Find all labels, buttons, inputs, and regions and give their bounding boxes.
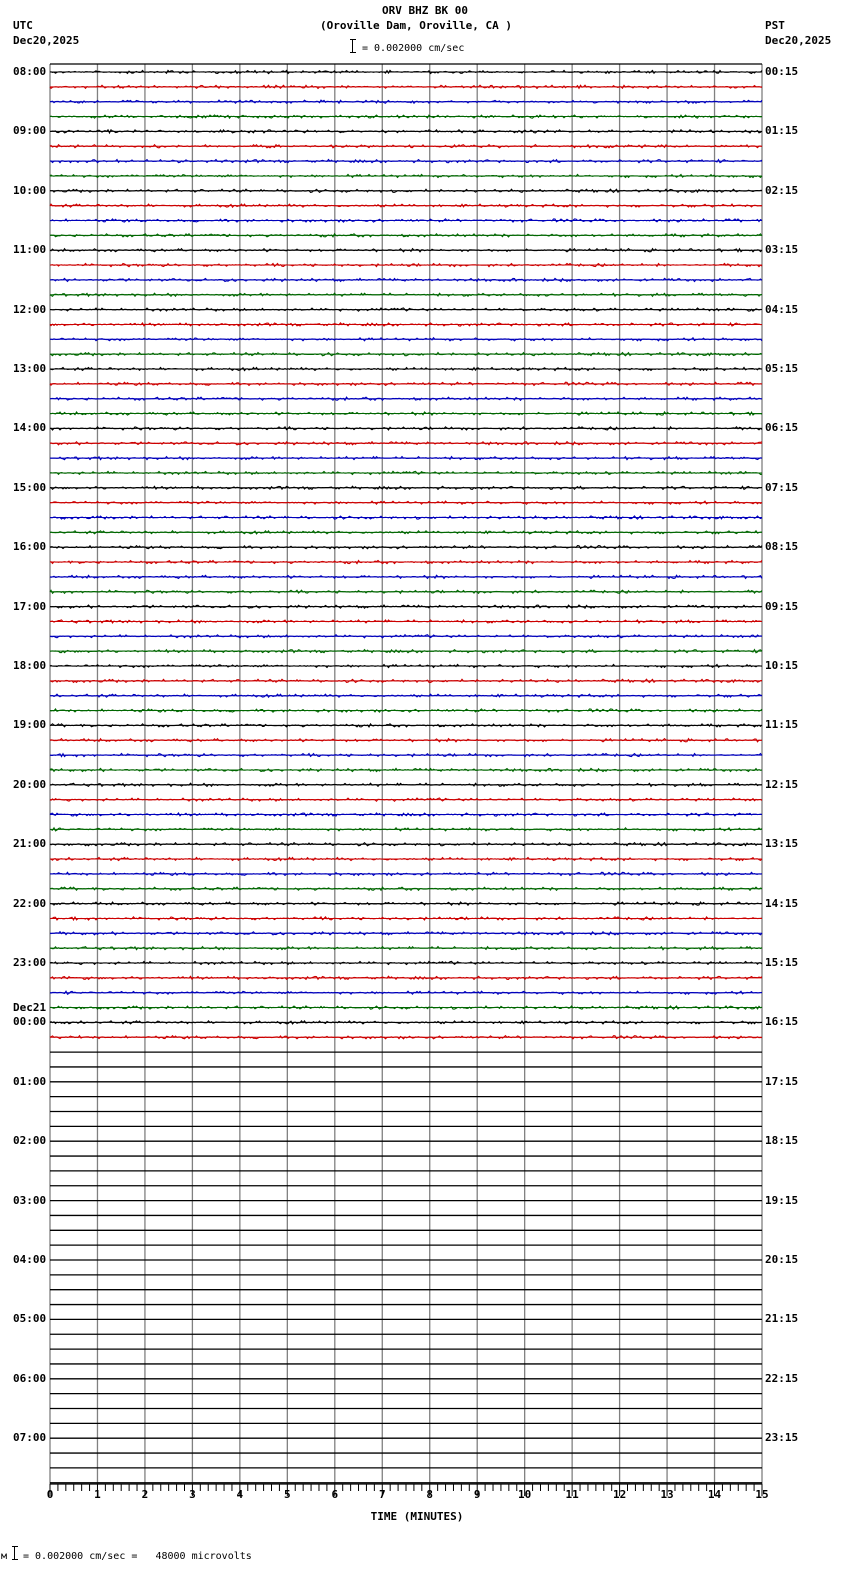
left-timezone: UTC	[13, 19, 33, 32]
utc-hour-label: 16:00	[13, 540, 47, 554]
seismic-trace	[50, 219, 762, 222]
utc-hour-label: 12:00	[13, 302, 47, 316]
pst-hour-label: 14:15	[765, 896, 799, 910]
x-tick-label: 1	[94, 1488, 101, 1501]
pst-hour-label: 07:15	[765, 480, 799, 494]
utc-hour-label: 07:00	[13, 1431, 47, 1445]
pst-hour-label: 02:15	[765, 183, 799, 197]
x-tick-label: 8	[426, 1488, 434, 1501]
x-tick-label: 6	[331, 1488, 339, 1501]
seismic-trace	[50, 783, 762, 786]
utc-hour-label: 11:00	[13, 243, 47, 257]
pst-hour-label: 20:15	[765, 1253, 799, 1266]
x-tick-label: 7	[378, 1488, 386, 1501]
seismic-trace	[50, 160, 762, 163]
pst-hour-label: 16:15	[765, 1015, 799, 1029]
x-tick-label: 9	[473, 1488, 481, 1501]
pst-hour-label: 23:15	[765, 1431, 799, 1445]
utc-hour-label: 19:00	[13, 718, 47, 732]
seismic-trace	[50, 709, 762, 712]
utc-hour-label: 06:00	[13, 1371, 47, 1385]
x-tick-label: 5	[284, 1488, 291, 1501]
pst-hour-label: 18:15	[765, 1134, 799, 1148]
utc-hour-label: 09:00	[13, 124, 47, 138]
utc-hour-label: 15:00	[13, 480, 47, 494]
x-tick-label: 2	[141, 1488, 149, 1501]
seismic-trace	[50, 605, 762, 608]
utc-hour-label: 20:00	[13, 777, 47, 791]
pst-hour-label: 04:15	[765, 302, 799, 316]
seismic-trace	[50, 100, 762, 103]
x-tick-label: 14	[707, 1488, 722, 1501]
utc-hour-label: 00:00	[13, 1015, 47, 1029]
x-tick-label: 13	[660, 1488, 674, 1501]
utc-hour-label: 14:00	[13, 421, 47, 435]
utc-hour-label: 21:00	[13, 837, 47, 851]
pst-hour-label: 09:15	[765, 599, 799, 613]
seismic-trace	[50, 635, 762, 638]
seismic-trace	[50, 917, 762, 920]
seismic-trace	[50, 575, 762, 578]
seismic-trace	[50, 798, 762, 801]
utc-hour-label: 17:00	[13, 599, 47, 613]
seismic-trace	[50, 872, 762, 875]
pst-hour-label: 19:15	[765, 1193, 799, 1207]
utc-date-label: Dec21	[13, 1001, 47, 1015]
utc-hour-label: 02:00	[13, 1134, 47, 1148]
seismic-trace	[50, 590, 762, 593]
seismic-trace	[50, 1021, 762, 1024]
seismic-trace	[50, 679, 762, 682]
footer-scale-text: = 0.002000 cm/sec = 48000 microvolts	[23, 1551, 252, 1562]
footer-prefix: м	[1, 1551, 8, 1562]
seismic-trace	[50, 367, 762, 370]
footer-scale-bar-icon	[14, 1546, 20, 1560]
x-tick-label: 0	[46, 1488, 54, 1501]
utc-hour-label: 22:00	[13, 896, 47, 910]
seismic-trace	[50, 739, 762, 742]
left-date: Dec20,2025	[13, 34, 80, 47]
seismic-trace	[50, 115, 762, 118]
utc-hour-label: 13:00	[13, 362, 47, 375]
x-tick-label: 4	[236, 1488, 244, 1501]
pst-hour-label: 03:15	[765, 243, 799, 257]
pst-hour-label: 08:15	[765, 540, 799, 554]
seismic-trace	[50, 486, 762, 489]
seismic-trace	[50, 902, 762, 905]
seismic-trace	[50, 263, 762, 266]
x-axis-label: TIME (MINUTES)	[370, 1510, 464, 1523]
seismic-trace	[50, 427, 762, 430]
x-tick-label: 11	[565, 1488, 579, 1501]
seismic-trace	[50, 130, 762, 133]
seismic-trace	[50, 85, 762, 88]
right-date: Dec20,2025	[765, 34, 832, 47]
pst-hour-label: 12:15	[765, 777, 799, 791]
pst-hour-label: 22:15	[765, 1371, 799, 1385]
utc-hour-label: 23:00	[13, 956, 47, 969]
pst-hour-label: 13:15	[765, 837, 799, 851]
utc-hour-label: 01:00	[13, 1074, 47, 1088]
seismic-trace	[50, 412, 762, 415]
pst-hour-label: 21:15	[765, 1312, 799, 1326]
scale-text: = 0.002000 cm/sec	[362, 43, 465, 54]
x-tick-label: 3	[189, 1488, 196, 1501]
utc-hour-label: 10:00	[13, 183, 47, 197]
utc-hour-label: 08:00	[13, 65, 47, 78]
utc-hour-label: 05:00	[13, 1312, 47, 1326]
x-tick-label: 12	[612, 1488, 627, 1501]
seismic-trace	[50, 516, 762, 519]
seismic-trace	[50, 338, 762, 341]
seismic-trace	[50, 442, 762, 445]
x-tick-label: 15	[755, 1488, 769, 1501]
station-location: (Oroville Dam, Oroville, CA )	[319, 19, 513, 32]
seismic-trace	[50, 70, 762, 73]
pst-hour-label: 00:15	[765, 65, 799, 78]
utc-hour-label: 03:00	[13, 1193, 47, 1207]
pst-hour-label: 10:15	[765, 659, 799, 672]
pst-hour-label: 11:15	[765, 718, 799, 732]
pst-hour-label: 05:15	[765, 362, 799, 375]
seismic-trace	[50, 278, 762, 281]
seismic-trace	[50, 664, 762, 667]
seismic-trace	[50, 204, 762, 207]
utc-hour-label: 18:00	[13, 659, 47, 672]
right-timezone: PST	[765, 19, 785, 32]
station-title: ORV BHZ BK 00	[381, 4, 469, 17]
x-tick-label: 10	[518, 1488, 532, 1501]
pst-hour-label: 15:15	[765, 956, 799, 969]
seismic-trace	[50, 947, 762, 950]
seismic-trace	[50, 828, 762, 831]
pst-hour-label: 01:15	[765, 124, 799, 138]
utc-hour-label: 04:00	[13, 1253, 47, 1266]
seismic-trace	[50, 754, 762, 757]
pst-hour-label: 17:15	[765, 1074, 799, 1088]
pst-hour-label: 06:15	[765, 421, 799, 435]
